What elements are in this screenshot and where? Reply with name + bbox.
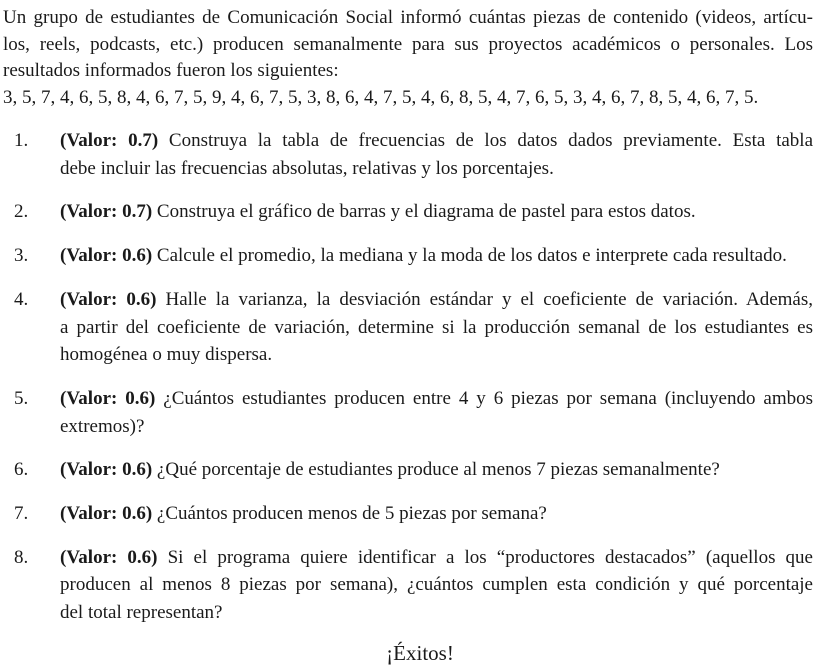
intro-line: Un grupo de estudiantes de Comunicación Social informó cuántas piezas de contenido (videos, artícu- <box>3 7 813 28</box>
item-number: 5. <box>14 387 29 409</box>
question-line <box>60 546 813 570</box>
question-text: Calcule el promedio, la mediana y la moda de los datos e interprete cada resultado. <box>152 245 787 267</box>
question-line <box>60 244 813 268</box>
question-line: extremos)? <box>60 415 145 437</box>
value-label: (Valor: 0.6) <box>60 459 153 481</box>
item-number: 6. <box>14 459 29 481</box>
question-line <box>60 288 813 312</box>
item-number: 1. <box>14 130 29 151</box>
question-text: Halle la varianza, la desviación estándar y el coeficiente de variación. Además, <box>156 288 814 310</box>
question-line: debe incluir las frecuencias absolutas, relativas y los porcentajes. <box>60 157 554 179</box>
question-text: ¿Qué porcentaje de estudiantes produce al menos 7 piezas semanalmente? <box>152 459 720 481</box>
question-line <box>60 129 813 153</box>
question-line: a partir del coeficiente de variación, determine si la producción semanal de los estudiantes es <box>60 316 813 338</box>
question-text: Construya el gráfico de barras y el diagrama de pastel para estos datos. <box>152 201 696 223</box>
item-number: 4. <box>14 288 29 310</box>
question-line: del total representan? <box>60 602 223 624</box>
question-line <box>60 387 813 411</box>
value-label: (Valor: 0.6) <box>60 288 157 310</box>
value-label: (Valor: 0.6) <box>60 245 153 267</box>
item-number: 2. <box>14 201 29 223</box>
question-text: ¿Cuántos estudiantes producen entre 4 y 6 piezas por semana (incluyendo ambos <box>155 387 813 409</box>
value-label: (Valor: 0.7) <box>60 130 159 151</box>
value-label: (Valor: 0.6) <box>60 546 158 568</box>
intro-line: los, reels, podcasts, etc.) producen semanalmente para sus proyectos académicos o personales. Los <box>3 33 813 55</box>
item-number: 3. <box>14 245 29 267</box>
item-number: 8. <box>14 546 29 568</box>
question-line <box>60 502 813 526</box>
value-label: (Valor: 0.7) <box>60 201 153 223</box>
item-number: 7. <box>14 503 29 524</box>
intro-line: 3, 5, 7, 4, 6, 5, 8, 4, 6, 7, 5, 9, 4, 6, 7, 5, 3, 8, 6, 4, 7, 5, 4, 6, 8, 5, 4, 7, 6, 5, 3, 4, 6, 7, 8, 5, 4, 6, 7, 5. <box>3 86 759 108</box>
question-text: Construya la tabla de frecuencias de los datos dados previamente. Esta tabla <box>158 130 814 151</box>
value-label: (Valor: 0.6) <box>60 387 156 409</box>
question-line: homogénea o muy dispersa. <box>60 344 273 366</box>
question-text: Si el programa quiere identificar a los “productores destacados” (aquellos que <box>157 546 813 568</box>
question-text: ¿Cuántos producen menos de 5 piezas por semana? <box>152 503 547 524</box>
question-line: producen al menos 8 piezas por semana), ¿cuántos cumplen esta condición y qué porcentaje <box>60 574 813 596</box>
intro-line: resultados informados fueron los siguientes: <box>3 60 339 81</box>
value-label: (Valor: 0.6) <box>60 503 153 524</box>
closing-text: ¡Éxitos! <box>386 640 454 665</box>
question-line <box>60 458 813 482</box>
question-line <box>60 200 813 224</box>
